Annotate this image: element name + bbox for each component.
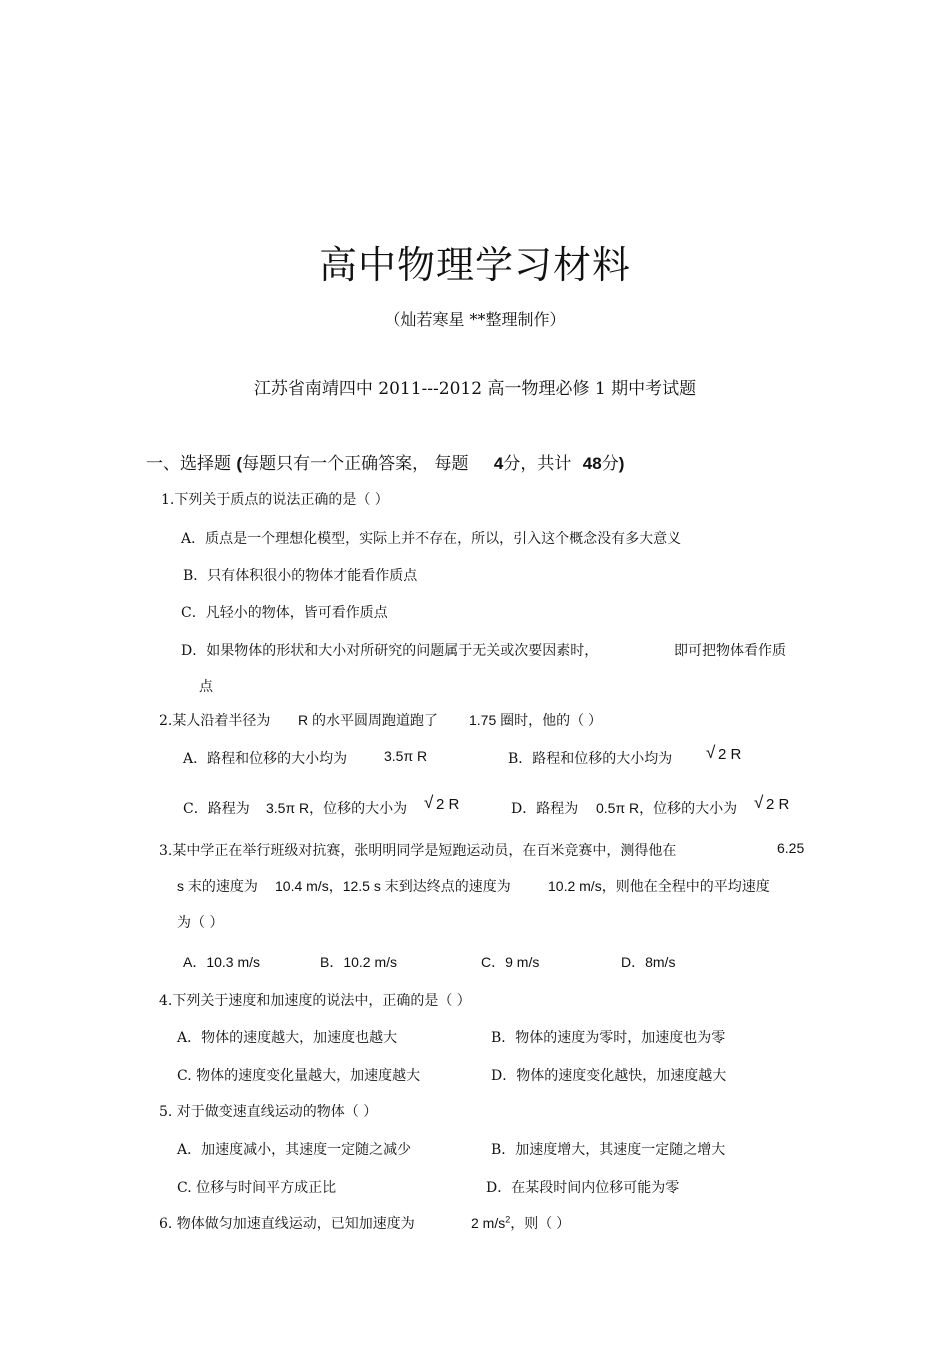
question-2-option-c-value: 3.5π R，位移的大小为: [266, 800, 408, 816]
question-3-option-b: B．10.2 m/s: [320, 954, 398, 970]
question-5-option-a: A．加速度减小，其速度一定随之减少: [177, 1142, 412, 1158]
question-3-line2-a: s 末的速度为: [177, 878, 258, 894]
question-2-stem-a: 2.某人沿着半径为: [159, 713, 271, 729]
sqrt-icon: √: [706, 743, 716, 762]
question-2-option-a-value: 3.5π R: [384, 748, 428, 764]
question-1-option-d-line1: D．如果物体的形状和大小对所研究的问题属于无关或次要因素时，: [181, 643, 599, 659]
question-4-option-d: D．物体的速度变化越快，加速度越大: [491, 1068, 727, 1084]
question-1-option-d-line2: 点: [199, 679, 213, 695]
question-1-option-a: A．质点是一个理想化模型，实际上并不存在，所以，引入这个概念没有多大意义: [181, 531, 682, 547]
question-2-stem-b: R 的水平圆周跑道跑了: [298, 712, 438, 728]
question-1-stem: 1.下列关于质点的说法正确的是（ ）: [161, 492, 389, 508]
question-3-option-a: A．10.3 m/s: [183, 954, 261, 970]
question-2-option-b-label: B．路程和位移的大小均为: [508, 751, 673, 767]
question-3-option-c: C．9 m/s: [481, 954, 540, 970]
document-title: 高中物理学习材料: [318, 243, 631, 287]
question-3-option-d: D．8m/s: [621, 954, 676, 970]
question-2-option-c-label: C．路程为: [183, 801, 250, 817]
question-2-option-c-value2: 2 R: [436, 796, 460, 813]
question-2-option-b-value: 2 R: [718, 746, 742, 763]
question-3-line2-b: 10.4 m/s，12.5 s 末到达终点的速度为: [275, 878, 511, 894]
question-6-stem-a: 6. 物体做匀加速直线运动，已知加速度为: [159, 1216, 415, 1232]
question-2-stem-c: 1.75 圈时，他的（ ）: [469, 712, 603, 728]
question-1-option-b: B．只有体积很小的物体才能看作质点: [183, 568, 418, 584]
section-heading: 一、选择题 (每题只有一个正确答案， 每题 4分，共计 48分): [146, 454, 625, 474]
question-2-option-a-label: A．路程和位移的大小均为: [183, 751, 348, 767]
question-5-option-c: C. 位移与时间平方成正比: [177, 1180, 337, 1196]
question-2-option-d-value2: 2 R: [766, 796, 790, 813]
question-5-stem: 5. 对于做变速直线运动的物体（ ）: [159, 1104, 378, 1120]
question-3-line3: 为（ ）: [177, 915, 224, 931]
question-3-line1-number: 6.25: [777, 840, 805, 856]
document-subtitle: （灿若寒星 **整理制作）: [384, 310, 566, 329]
question-5-option-b: B．加速度增大，其速度一定随之增大: [491, 1142, 726, 1158]
question-2-option-d-value: 0.5π R，位移的大小为: [596, 800, 738, 816]
question-5-option-d: D．在某段时间内位移可能为零: [486, 1180, 680, 1196]
exam-title: 江苏省南靖四中 2011---2012 高一物理必修 1 期中考试题: [253, 379, 697, 399]
question-1-option-d-line1b: 即可把物体看作质: [674, 643, 786, 659]
question-3-line2-c: 10.2 m/s，则他在全程中的平均速度: [548, 878, 770, 894]
sqrt-icon: √: [754, 793, 764, 812]
sqrt-icon: √: [424, 793, 434, 812]
question-4-stem: 4.下列关于速度和加速度的说法中，正确的是（ ）: [159, 993, 471, 1009]
question-1-option-c: C．凡轻小的物体，皆可看作质点: [181, 605, 388, 621]
question-6-stem-b: 2 $m/s^2$，则（ ）: [471, 1214, 571, 1231]
question-3-line1: 3.某中学正在举行班级对抗赛，张明明同学是短跑运动员，在百米竞赛中，测得他在: [159, 843, 677, 859]
question-4-option-c: C. 物体的速度变化量越大，加速度越大: [177, 1068, 421, 1084]
question-4-option-b: B．物体的速度为零时，加速度也为零: [491, 1030, 726, 1046]
question-4-option-a: A．物体的速度越大，加速度也越大: [177, 1030, 398, 1046]
question-2-option-d-label: D．路程为: [511, 801, 579, 817]
